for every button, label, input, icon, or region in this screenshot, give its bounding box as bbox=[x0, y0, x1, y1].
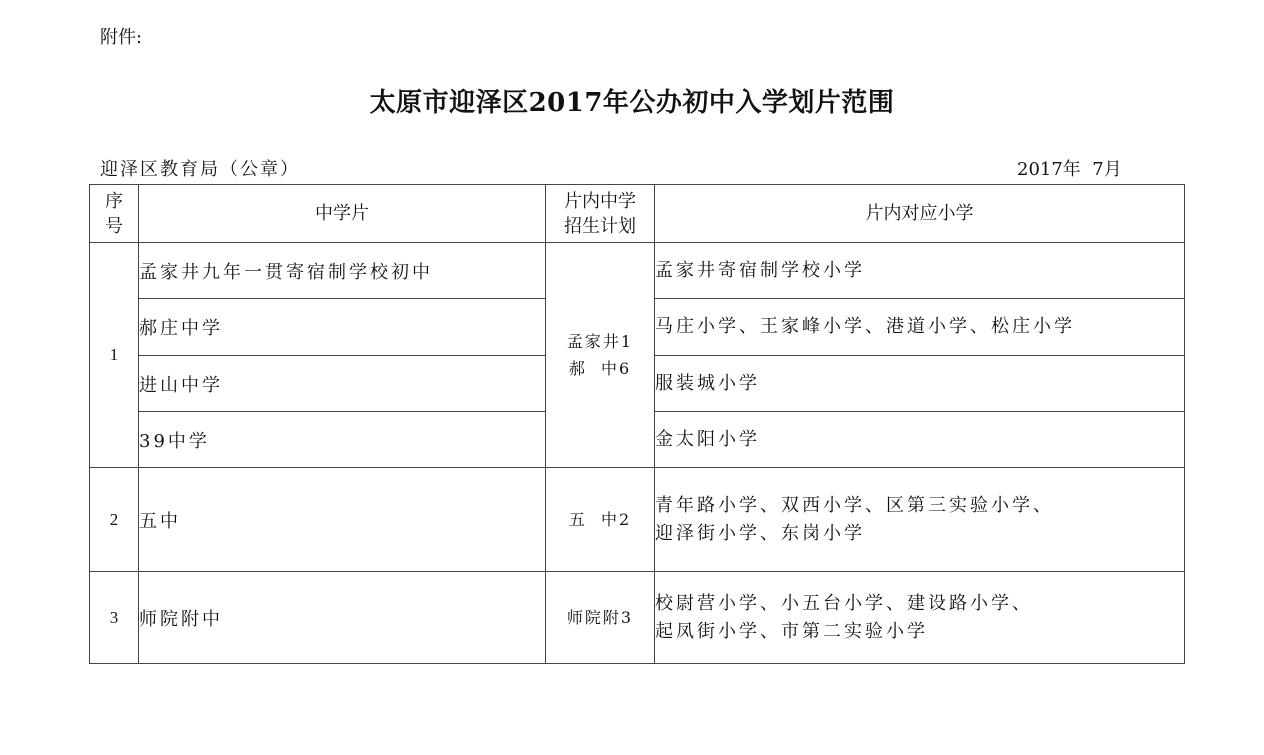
document-title: 太原市迎泽区2017年公办初中入学划片范围 bbox=[369, 88, 895, 118]
primary-line: 金太阳小学 bbox=[655, 428, 760, 450]
middle-school-cell: 孟家井九年一贯寄宿制学校初中 bbox=[139, 243, 546, 299]
primary-line: 迎泽街小学、东岗小学 bbox=[655, 522, 865, 544]
table-row bbox=[90, 572, 1185, 664]
middle-school-cell: 进山中学 bbox=[139, 356, 546, 412]
primary-line: 校尉营小学、小五台小学、建设路小学、 bbox=[655, 592, 1033, 614]
primary-schools-cell bbox=[655, 356, 1185, 412]
plan-line: 郝 中6 bbox=[568, 359, 632, 378]
primary-schools-cell bbox=[655, 243, 1185, 299]
header-seq: 序号 bbox=[90, 185, 139, 243]
plan-line: 孟家井1 bbox=[566, 332, 634, 351]
primary-line: 起凤街小学、市第二实验小学 bbox=[655, 620, 928, 642]
primary-line: 马庄小学、王家峰小学、港道小学、松庄小学 bbox=[655, 316, 1075, 337]
primary-line: 青年路小学、双西小学、区第三实验小学、 bbox=[655, 494, 1054, 516]
seq-cell: 3 bbox=[90, 572, 139, 664]
plan-line: 五 中2 bbox=[568, 510, 632, 529]
primary-schools-cell bbox=[655, 412, 1185, 468]
primary-line: 服装城小学 bbox=[655, 372, 760, 394]
primary-schools-cell bbox=[655, 299, 1185, 356]
plan-cell bbox=[546, 243, 655, 468]
plan-line: 师院附3 bbox=[566, 608, 634, 627]
header-primary-schools: 片内对应小学 bbox=[655, 185, 1185, 243]
issuer-seal-line: 迎泽区教育局（公章） bbox=[100, 159, 300, 180]
middle-school-cell: 郝庄中学 bbox=[139, 299, 546, 356]
table-row bbox=[90, 468, 1185, 572]
middle-school-cell: 五中 bbox=[139, 468, 546, 572]
attachment-label: 附件: bbox=[100, 27, 143, 48]
primary-schools-cell bbox=[655, 468, 1185, 572]
plan-cell bbox=[546, 468, 655, 572]
table-header-row bbox=[90, 185, 1185, 243]
header-middle-school: 中学片 bbox=[139, 185, 546, 243]
middle-school-cell: 师院附中 bbox=[139, 572, 546, 664]
seq-cell: 2 bbox=[90, 468, 139, 572]
primary-line: 孟家井寄宿制学校小学 bbox=[655, 259, 865, 281]
seq-cell: 1 bbox=[90, 243, 139, 468]
header-plan: 片内中学招生计划 bbox=[546, 185, 655, 243]
middle-school-cell: 39中学 bbox=[139, 412, 546, 468]
plan-cell bbox=[546, 572, 655, 664]
enrollment-zoning-table bbox=[89, 184, 1185, 664]
document-date: 2017年 7月 bbox=[1017, 159, 1122, 180]
primary-schools-cell bbox=[655, 572, 1185, 664]
table-row bbox=[90, 243, 1185, 299]
